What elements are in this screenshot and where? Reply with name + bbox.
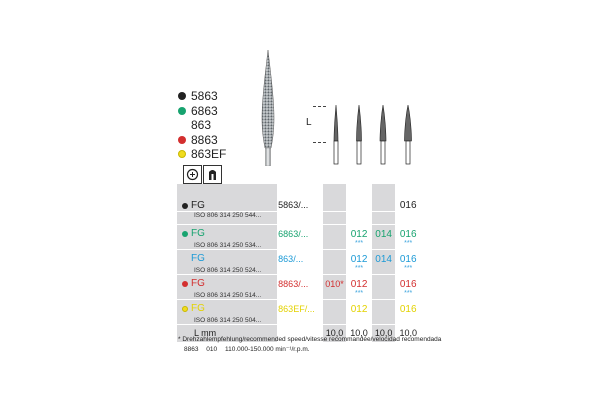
speed-stars: *** [354, 265, 364, 272]
legend-code: 863 [191, 118, 212, 133]
reference-number: 8863/... [278, 279, 309, 289]
legend-code: 6863 [191, 103, 218, 118]
black-dot-icon [178, 92, 186, 100]
reference-number: 863/... [278, 254, 304, 264]
row-type: FG [191, 278, 205, 289]
green-dot-icon [178, 107, 186, 115]
length-label: L mm [194, 328, 217, 338]
length-value: 10,0 [374, 328, 393, 338]
legend-item [178, 104, 258, 119]
size-value: 012 [350, 229, 368, 240]
speed-stars: *** [354, 290, 364, 297]
size-value: 016 [399, 229, 417, 240]
color-legend [178, 89, 258, 162]
size-value: 012 [350, 304, 368, 315]
table-row [177, 250, 420, 275]
black-dot-icon [182, 203, 188, 209]
speed-range: 110.000-150.000 min⁻¹/r.p.m. [224, 346, 310, 353]
dimension-line-bottom [313, 142, 326, 143]
dimension-line-top [313, 106, 326, 107]
legend-item [178, 89, 258, 104]
iso-number: ISO 806 314 250 544... [194, 212, 262, 219]
reference-number: 863EF/... [278, 304, 315, 314]
legend-item [178, 118, 258, 133]
yellow-dot-icon [178, 150, 186, 158]
table-row [177, 275, 420, 300]
bur-size-010-icon [330, 103, 342, 165]
size-value: 016 [399, 200, 417, 211]
speed-stars: *** [404, 290, 413, 297]
size-value: 014 [375, 254, 392, 265]
legend-item [178, 147, 258, 162]
bur-size-016-icon [402, 103, 414, 165]
yellow-dot-icon [182, 306, 188, 312]
legend-item [178, 133, 258, 148]
speed-stars: *** [354, 240, 364, 247]
red-dot-icon [178, 136, 186, 144]
legend-code: 8863 [191, 132, 218, 147]
bur-size-014-icon [377, 103, 389, 165]
row-type: FG [191, 253, 205, 264]
row-type: FG [191, 303, 205, 314]
size-value: 016 [399, 254, 417, 265]
footnote: * Drehzahlempfehlung/recommended speed/vitesse recommandée/velocidad recomendada [178, 336, 442, 343]
size-value: 012 [350, 279, 368, 290]
row-type: FG [191, 200, 205, 211]
iso-number: ISO 806 314 250 514... [194, 292, 262, 299]
legend-code: 863EF [191, 147, 227, 162]
reference-number: 6863/... [278, 229, 309, 239]
iso-number: ISO 806 314 250 534... [194, 242, 262, 249]
size-value: 012 [350, 254, 368, 265]
legend-code: 5863 [191, 89, 218, 104]
speed-code: 8863 [184, 346, 199, 353]
size-value: 016 [399, 304, 417, 315]
bur-specification-table [177, 184, 420, 342]
iso-number: ISO 806 314 250 504... [194, 317, 262, 324]
table-row [177, 184, 420, 212]
green-dot-icon [182, 231, 188, 237]
bur-size-012-icon [353, 103, 365, 165]
speed-stars: *** [404, 265, 413, 272]
speed-stars: *** [404, 240, 413, 247]
length-value: 10,0 [399, 328, 417, 338]
size-value: 014 [375, 229, 392, 240]
length-value: 10,0 [325, 328, 344, 338]
table-row [177, 300, 420, 325]
row-type: FG [191, 228, 205, 239]
speed-size: 010 [206, 346, 218, 353]
size-value: 016 [399, 279, 417, 290]
table-row [177, 225, 420, 250]
length-value: 10,0 [350, 328, 368, 338]
dimension-label: L [306, 117, 312, 128]
bur-speed-icon [183, 165, 202, 184]
iso-number: ISO 806 314 250 524... [194, 267, 262, 274]
diamond-bur-illustration [257, 48, 279, 166]
handpiece-icon [203, 165, 222, 184]
size-value: 010* [325, 279, 344, 289]
speed-recommendation [184, 345, 316, 353]
reference-number: 5863/... [278, 200, 309, 210]
red-dot-icon [182, 281, 188, 287]
